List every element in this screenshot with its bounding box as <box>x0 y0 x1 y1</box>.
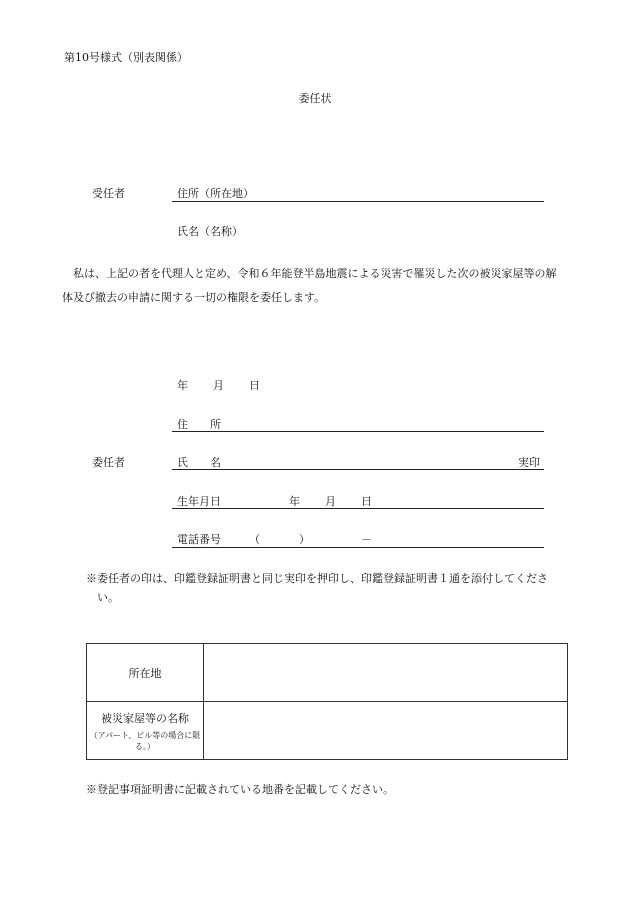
lot-number-note: ※登記事項証明書に記載されている地番を記載してください。 <box>86 783 394 796</box>
seal-note: ※委任者の印は、印鑑登録証明書と同じ実印を押印し、印鑑登録証明書１通を添付してください。 <box>86 572 548 604</box>
birthdate-line[interactable] <box>172 508 544 509</box>
birthdate-label: 生年月日 <box>177 495 221 508</box>
property-table <box>86 643 568 760</box>
form-number: 第10号様式（別表関係） <box>64 51 188 64</box>
phone-dash: － <box>361 533 372 546</box>
seal-label: 実印 <box>518 456 540 469</box>
agent-address-label: 住所（所在地） <box>177 187 254 200</box>
building-name-value-cell[interactable] <box>204 702 568 760</box>
agent-name-label: 氏名（名称） <box>177 225 243 238</box>
building-name-label: 被災家屋等の名称 <box>101 711 189 725</box>
building-name-row <box>87 702 568 760</box>
phone-label: 電話番号 <box>177 533 221 546</box>
date-day-label: 日 <box>249 379 260 392</box>
location-label: 所在地 <box>128 666 162 680</box>
principal-name-line[interactable] <box>172 469 544 470</box>
phone-open-paren: （ <box>249 533 260 546</box>
document-title: 委任状 <box>298 92 332 105</box>
birthdate-day-label: 日 <box>361 495 372 508</box>
delegation-statement: 私は、上記の者を代理人と定め、令和６年能登半島地震による災害で罹災した次の被災家屋等の解体及び撤去の申請に関する一切の権限を委任します。 <box>62 267 557 304</box>
principal-label: 委任者 <box>92 456 125 469</box>
phone-line[interactable] <box>172 547 544 548</box>
principal-name-label: 氏 名 <box>177 456 221 469</box>
birthdate-year-label: 年 <box>289 495 300 508</box>
birthdate-month-label: 月 <box>325 495 336 508</box>
date-month-label: 月 <box>213 379 224 392</box>
date-year-label: 年 <box>177 379 188 392</box>
building-name-label-cell <box>87 702 204 760</box>
building-name-note: （アパート、ビル等の場合に限る。） <box>89 730 201 751</box>
location-label-cell <box>87 644 204 702</box>
principal-address-line[interactable] <box>172 431 544 432</box>
agent-address-line[interactable] <box>172 201 544 202</box>
principal-address-label: 住 所 <box>177 418 221 431</box>
agent-label: 受任者 <box>92 187 125 200</box>
phone-close-paren: ） <box>299 533 310 546</box>
location-value-cell[interactable] <box>204 644 568 702</box>
location-row <box>87 644 568 702</box>
